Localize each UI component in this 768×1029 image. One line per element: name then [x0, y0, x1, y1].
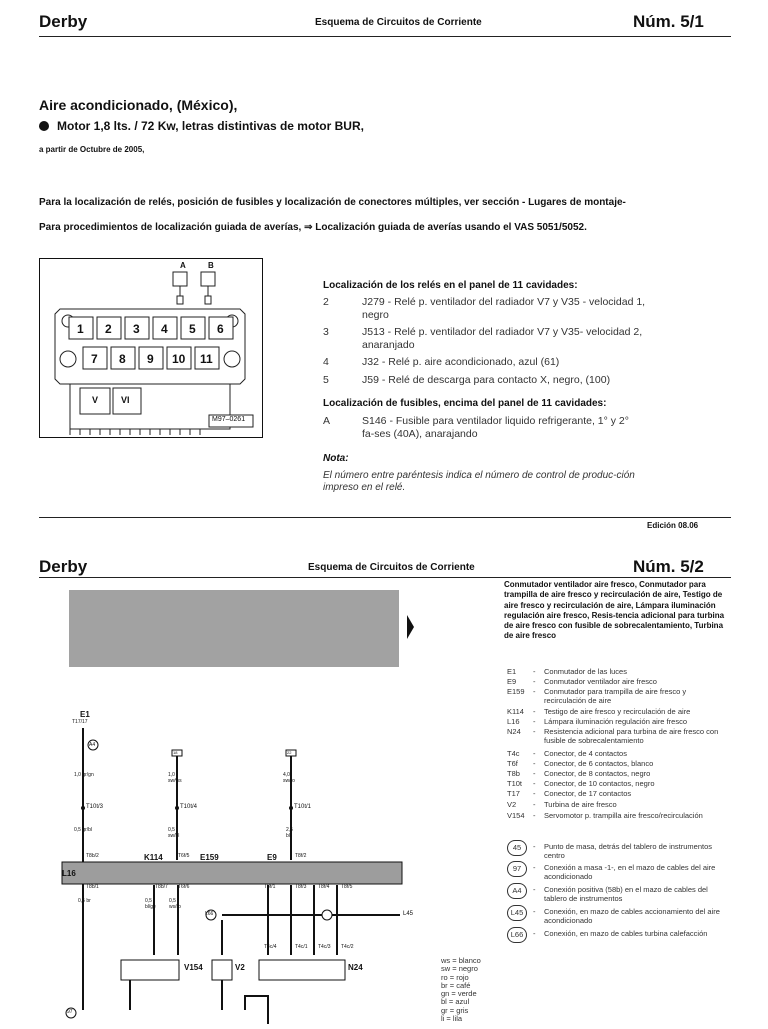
a4-label: A4 — [89, 742, 96, 748]
connector-label: T6f/5 — [178, 853, 190, 859]
relay-slot-5: 5 — [189, 322, 196, 336]
relay-slots-top — [69, 317, 233, 339]
fuse-heading: Localización de fusibles, encima del panel de 11 cavidades: — [323, 398, 607, 409]
e1-sub-label: T17/17 — [72, 719, 88, 725]
connector-label: T8b/7 — [155, 884, 168, 890]
color-key: ws = blanco sw = negro ro = rojo br = café gn = verde bl = azul gr = gris li = lila — [441, 956, 481, 1024]
connector-label: T8f/2 — [295, 853, 307, 859]
fuse-item-code: A — [323, 415, 331, 427]
connector-label: T4c/2 — [341, 944, 354, 950]
e9-label: E9 — [267, 853, 277, 862]
fuse-22-label: 22 — [287, 750, 292, 755]
relay-item-number: 4 — [323, 356, 329, 368]
fuse-18-label: 18 — [173, 750, 178, 755]
nota-label: Nota: — [323, 453, 349, 464]
l16-label: L16 — [62, 869, 76, 878]
page2-header-title: Esquema de Circuitos de Corriente — [308, 562, 475, 573]
relay-slot-3: 3 — [133, 322, 140, 336]
relay-slot-10: 10 — [172, 352, 186, 366]
footer-rule — [39, 517, 731, 518]
edition-label: Edición 08.06 — [647, 521, 699, 530]
v2-label: V2 — [235, 963, 245, 972]
wire-label: 0,5 sw/bl — [168, 827, 180, 839]
page1-since: a partir de Octubre de 2005, — [39, 145, 145, 154]
fuse-label-a: A — [180, 261, 186, 270]
page2-brand: Derby — [39, 557, 88, 576]
page1-bullet-text: Motor 1,8 lts. / 72 Kw, letras distintivas de motor BUR, — [57, 119, 364, 133]
e159-label: E159 — [200, 853, 219, 862]
ground-97-label: 97 — [67, 1009, 73, 1015]
diagram-code: M97–0261 — [212, 416, 246, 423]
relay-panel-drawing — [40, 259, 262, 437]
fuse-label-b: B — [208, 261, 214, 270]
page1-brand: Derby — [39, 12, 88, 31]
grey-banner — [69, 590, 399, 667]
wire-label: 0,5 ws/ro — [169, 898, 181, 910]
relay-slot-9: 9 — [147, 352, 154, 366]
relay-item-text: J513 - Relé p. ventilador del radiador V7 y V35- velocidad 2, anaranjado — [362, 326, 643, 351]
connector-label: T6f/6 — [178, 884, 190, 890]
nota-text: El número entre paréntesis indica el número de control de produc-ción impreso en el relé. — [323, 470, 635, 493]
wiring-schematic-drawing — [0, 700, 440, 1024]
wire-label: 2,5 bl — [286, 827, 293, 839]
wire-label: 1,0 sw/ws — [168, 772, 182, 784]
n24-label: N24 — [348, 963, 363, 972]
connector-label: T10t/3 — [86, 804, 104, 810]
relay-item-text: J279 - Relé p. ventilador del radiador V7 y V35 - velocidad 1, negro — [362, 296, 646, 321]
relay-slot-8: 8 — [119, 352, 126, 366]
relay-heading: Localización de los relés en el panel de 11 cavidades: — [323, 280, 578, 291]
relay-slot-6: 6 — [217, 322, 224, 336]
relay-slot-1: 1 — [77, 322, 84, 336]
page2-page-number: Núm. 5/2 — [633, 557, 704, 576]
wiring-schematic — [0, 700, 440, 1024]
relay-item — [323, 326, 643, 352]
relay-slot-2: 2 — [105, 322, 112, 336]
k114-label: K114 — [144, 853, 163, 862]
bullet-icon — [39, 121, 49, 131]
relay-slot-vi: VI — [121, 395, 130, 405]
v154-label: V154 — [184, 963, 203, 972]
wire-label: 0,5 br — [78, 898, 91, 904]
wire-label: 1,0 gr/gn — [74, 772, 94, 778]
page1-heading: Aire acondicionado, (México), — [39, 97, 238, 113]
connector-label: T8b/1 — [86, 884, 99, 890]
connector-label: T8f/5 — [341, 884, 353, 890]
e1-label: E1 — [80, 710, 90, 719]
relay-slot-v: V — [92, 395, 99, 405]
connector-label: T8f/4 — [318, 884, 330, 890]
relay-item — [323, 296, 646, 322]
connector-label: T4c/3 — [318, 944, 331, 950]
page1-page-number: Núm. 5/1 — [633, 12, 704, 31]
l45-label: L45 — [403, 911, 414, 917]
header-rule — [39, 577, 731, 578]
connector-label: T4c/1 — [295, 944, 308, 950]
arrow-right-icon — [407, 615, 414, 639]
relay-slot-4: 4 — [161, 322, 168, 336]
relay-slot-11: 11 — [200, 352, 213, 366]
fuse-item-text: S146 - Fusible para ventilador liquido refrigerante, 1° y 2° fa-ses (40A), anarajando — [362, 415, 629, 440]
wire-label: 0,5 gr/bl — [74, 827, 93, 833]
header-rule — [39, 36, 731, 37]
connector-label: T4c/4 — [264, 944, 277, 950]
wire-label: 4,0 sw/ro — [283, 772, 295, 784]
page1-header-title: Esquema de Circuitos de Corriente — [315, 17, 482, 28]
page2-description: Conmutador ventilador aire fresco, Conmutador para trampilla de aire fresco y recirculación de aire, Testigo de aire fresco y recirculación de aire, Lámpara iluminación regulación aire fresco, Resis-tencia adicional para turbina de aire fresco con fusible de sobrecalentamiento, Turbina de aire fresco — [504, 580, 725, 641]
connector-label: T8f/1 — [264, 884, 276, 890]
relay-item-number: 5 — [323, 374, 329, 386]
connector-label: T10t/1 — [294, 804, 312, 810]
relay-panel-diagram — [39, 258, 263, 438]
connector-label: T8b/2 — [86, 853, 99, 859]
page1-note-procedure: Para procedimientos de localización guiada de averías, ⇒ Localización guiada de averías usando el VAS 5051/5052. — [39, 222, 587, 233]
page1-note-location: Para la localización de relés, posición de fusibles y localización de conectores múltiples, ver sección - Lugares de montaje- — [39, 197, 626, 208]
relay-slot-7: 7 — [91, 352, 98, 366]
connector-label: T8f/3 — [295, 884, 307, 890]
wire-label: 0,5 bl/ge — [145, 898, 156, 910]
l66-label: L66 — [205, 911, 214, 917]
relay-item-number: 2 — [323, 296, 329, 308]
relay-item-number: 3 — [323, 326, 329, 338]
relay-item-text: J32 - Relé p. aire acondicionado, azul (61) — [362, 356, 560, 368]
relay-item-text: J59 - Relé de descarga para contacto X, negro, (100) — [362, 374, 611, 386]
connector-label: T10t/4 — [180, 804, 198, 810]
